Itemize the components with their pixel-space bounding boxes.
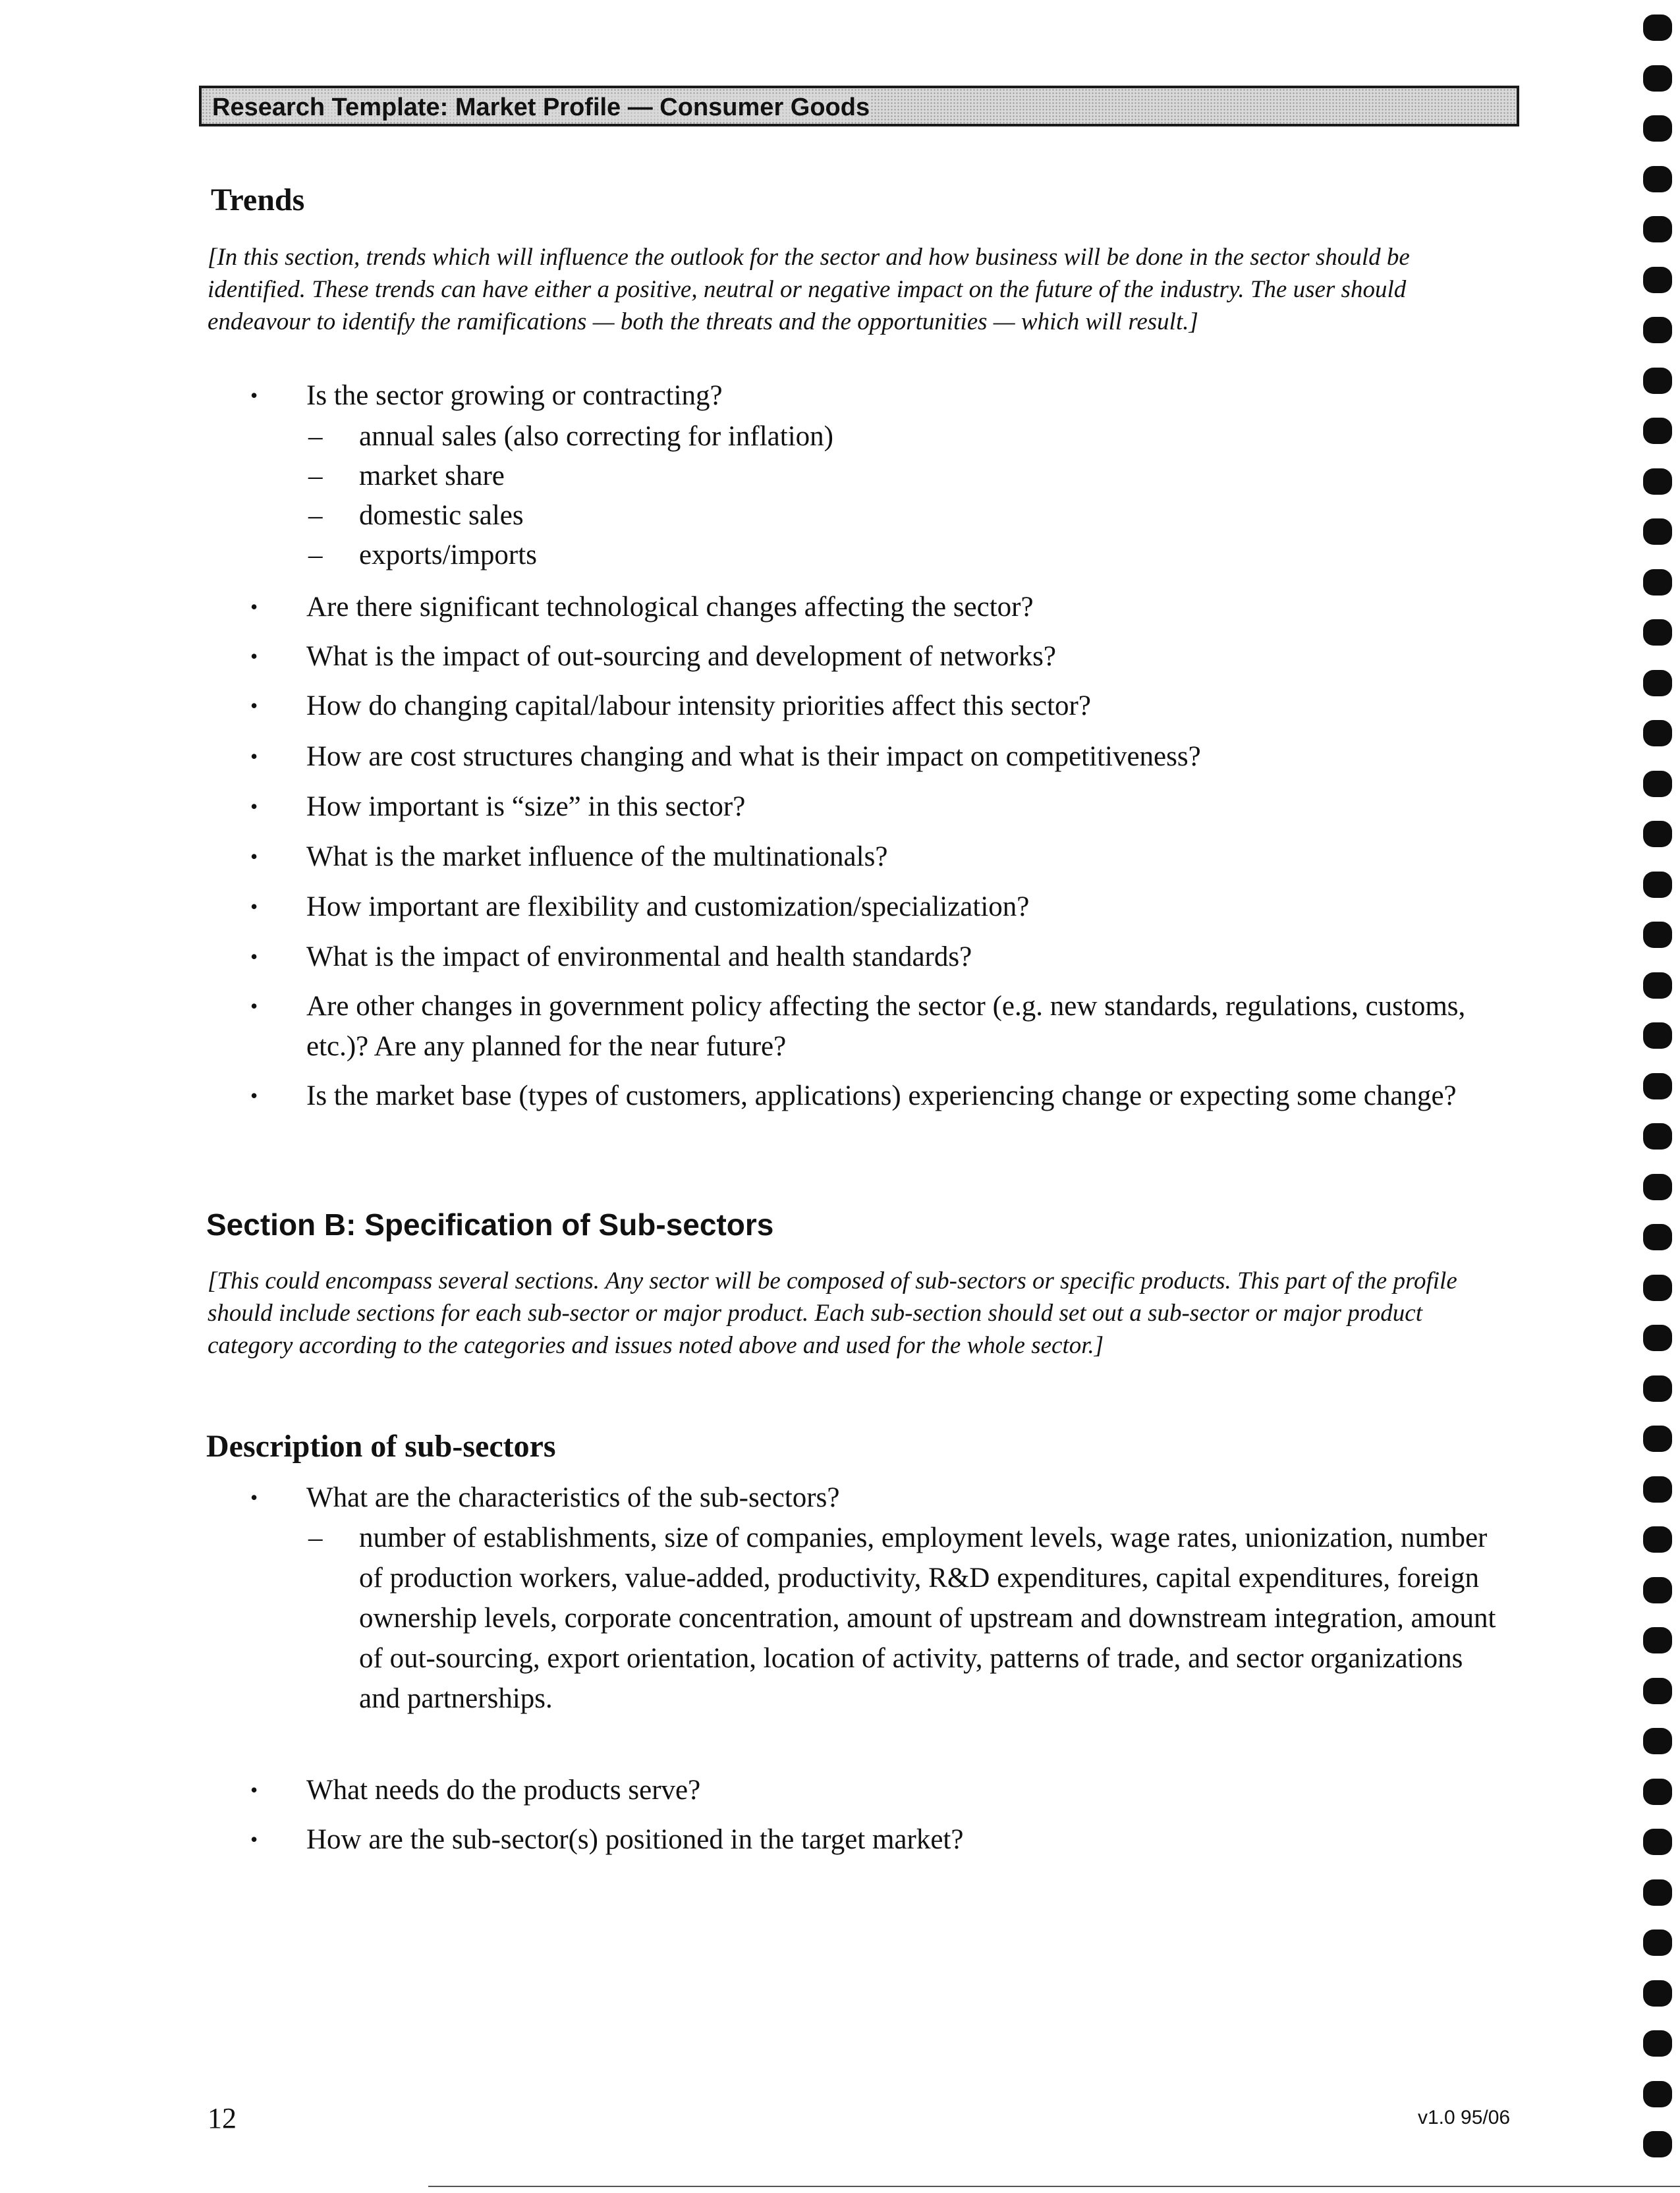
binding-hole-icon xyxy=(1643,2081,1672,2107)
bullet-icon: • xyxy=(250,1778,258,1802)
binding-hole-icon xyxy=(1643,1275,1672,1301)
binding-hole-icon xyxy=(1643,317,1672,343)
trend-item-9: What is the impact of environmental and health standards? xyxy=(306,941,972,972)
bullet-icon: • xyxy=(250,845,258,868)
binding-hole-icon xyxy=(1643,1022,1672,1049)
page-number: 12 xyxy=(208,2102,237,2134)
binding-hole-icon xyxy=(1643,1879,1672,1906)
bullet-icon: • xyxy=(250,644,258,668)
binding-hole-icon xyxy=(1643,368,1672,394)
trend-subitem-1: annual sales (also correcting for inflation) xyxy=(359,421,833,452)
section-b-heading: Section B: Specification of Sub-sectors xyxy=(206,1208,774,1242)
trend-item-6: How important is “size” in this sector? xyxy=(306,791,746,822)
binding-hole-icon xyxy=(1643,1224,1672,1250)
binding-hole-icon xyxy=(1643,2131,1672,2157)
trend-item-1: Is the sector growing or contracting? xyxy=(306,380,723,411)
binding-hole-icon xyxy=(1643,267,1672,293)
binding-hole-icon xyxy=(1643,1526,1672,1553)
binding-hole-icon xyxy=(1643,1073,1672,1099)
trend-item-5: How are cost structures changing and what is their impact on competitiveness? xyxy=(306,741,1201,772)
binding-hole-icon xyxy=(1643,166,1672,192)
bullet-icon: • xyxy=(250,744,258,768)
binding-hole-icon xyxy=(1643,468,1672,495)
bullet-icon: • xyxy=(250,994,258,1018)
bullet-icon: • xyxy=(250,1485,258,1509)
bullet-icon: • xyxy=(250,1827,258,1851)
binding-hole-icon xyxy=(1643,720,1672,746)
bullet-icon: • xyxy=(250,945,258,968)
binding-hole-icon xyxy=(1643,821,1672,847)
binding-hole-icon xyxy=(1643,1325,1672,1351)
binding-hole-icon xyxy=(1643,115,1672,142)
binding-hole-icon xyxy=(1643,1779,1672,1805)
trend-item-11: Is the market base (types of customers, applications) experiencing change or expecting some change? xyxy=(306,1080,1457,1111)
binding-hole-icon xyxy=(1643,2030,1672,2057)
bullet-icon: • xyxy=(250,694,258,717)
binding-hole-icon xyxy=(1643,1174,1672,1200)
binding-hole-icon xyxy=(1643,418,1672,444)
trend-subitem-3: domestic sales xyxy=(359,500,524,531)
binding-hole-icon xyxy=(1643,1577,1672,1603)
binding-hole-icon xyxy=(1643,14,1672,41)
bullet-icon: • xyxy=(250,794,258,818)
bullet-icon: • xyxy=(250,895,258,918)
trend-subitem-4: exports/imports xyxy=(359,540,537,570)
binding-hole-icon xyxy=(1643,1980,1672,2007)
binding-hole-icon xyxy=(1643,670,1672,696)
binding-hole-icon xyxy=(1643,1426,1672,1452)
binding-holes xyxy=(1640,0,1673,2193)
bullet-icon: • xyxy=(250,595,258,619)
dash-icon: – xyxy=(308,421,323,452)
trends-intro: [In this section, trends which will influence the outlook for the sector and how business will be done in the sector should be identified. These trends can have either a positive, neutral or negative impact on the future of the industry. The user should endeavour to identify the ramifications — both the threats and the opportunities — which will result.] xyxy=(208,244,1410,335)
binding-hole-icon xyxy=(1643,1627,1672,1653)
binding-hole-icon xyxy=(1643,972,1672,999)
trend-item-8: How important are flexibility and customization/specialization? xyxy=(306,891,1030,922)
binding-hole-icon xyxy=(1643,872,1672,898)
trend-subitem-2: market share xyxy=(359,460,505,491)
description-item-3: How are the sub-sector(s) positioned in the target market? xyxy=(306,1824,964,1855)
bullet-icon: • xyxy=(250,383,258,407)
version-label: v1.0 95/06 xyxy=(1418,2107,1511,2128)
binding-hole-icon xyxy=(1643,569,1672,596)
trend-item-7: What is the market influence of the multinationals? xyxy=(306,841,888,872)
bullet-icon: • xyxy=(250,1084,258,1107)
binding-hole-icon xyxy=(1643,65,1672,92)
dash-icon: – xyxy=(308,460,323,491)
section-b-intro: [This could encompass several sections. Any sector will be composed of sub-sectors or specific products. This part of the profile should include sections for each sub-sector or major product. Each sub-section should set out a sub-sector or major product category according to the categories and issues noted above and used for the whole sector.] xyxy=(208,1267,1457,1359)
description-heading: Description of sub-sectors xyxy=(206,1429,556,1464)
binding-hole-icon xyxy=(1643,1123,1672,1150)
trends-heading: Trends xyxy=(211,182,305,217)
binding-hole-icon xyxy=(1643,1728,1672,1754)
binding-hole-icon xyxy=(1643,1476,1672,1503)
trend-item-4: How do changing capital/labour intensity priorities affect this sector? xyxy=(306,690,1091,721)
binding-hole-icon xyxy=(1643,518,1672,545)
binding-hole-icon xyxy=(1643,1375,1672,1402)
dash-icon: – xyxy=(308,500,323,531)
binding-hole-icon xyxy=(1643,771,1672,797)
dash-icon: – xyxy=(308,1522,323,1553)
description-subitem: number of establishments, size of companies, employment levels, wage rates, unionization, number of production workers, value-added, productivity, R&D expenditures, capital expenditures, foreign ownership levels, corporate concentration, amount of upstream and downstream integration, amount of out-sourcing, export orientation, location of activity, patterns of trade, and sector organizations and partnerships. xyxy=(359,1522,1496,1714)
trend-item-3: What is the impact of out-sourcing and development of networks? xyxy=(306,641,1056,672)
header-bar xyxy=(199,86,1519,126)
description-item-1: What are the characteristics of the sub-sectors? xyxy=(306,1482,840,1513)
trend-item-10: Are other changes in government policy affecting the sector (e.g. new standards, regulations, customs, etc.)? Are any planned for the near future? xyxy=(306,991,1466,1062)
binding-hole-icon xyxy=(1643,1829,1672,1855)
header-title: Research Template: Market Profile — Consumer Goods xyxy=(212,94,870,121)
trend-item-2: Are there significant technological changes affecting the sector? xyxy=(306,592,1034,623)
description-item-2: What needs do the products serve? xyxy=(306,1775,701,1806)
binding-hole-icon xyxy=(1643,1929,1672,1956)
binding-hole-icon xyxy=(1643,922,1672,948)
dash-icon: – xyxy=(308,540,323,570)
binding-hole-icon xyxy=(1643,619,1672,646)
scan-edge-line xyxy=(428,2186,1680,2187)
binding-hole-icon xyxy=(1643,1678,1672,1704)
binding-hole-icon xyxy=(1643,216,1672,242)
